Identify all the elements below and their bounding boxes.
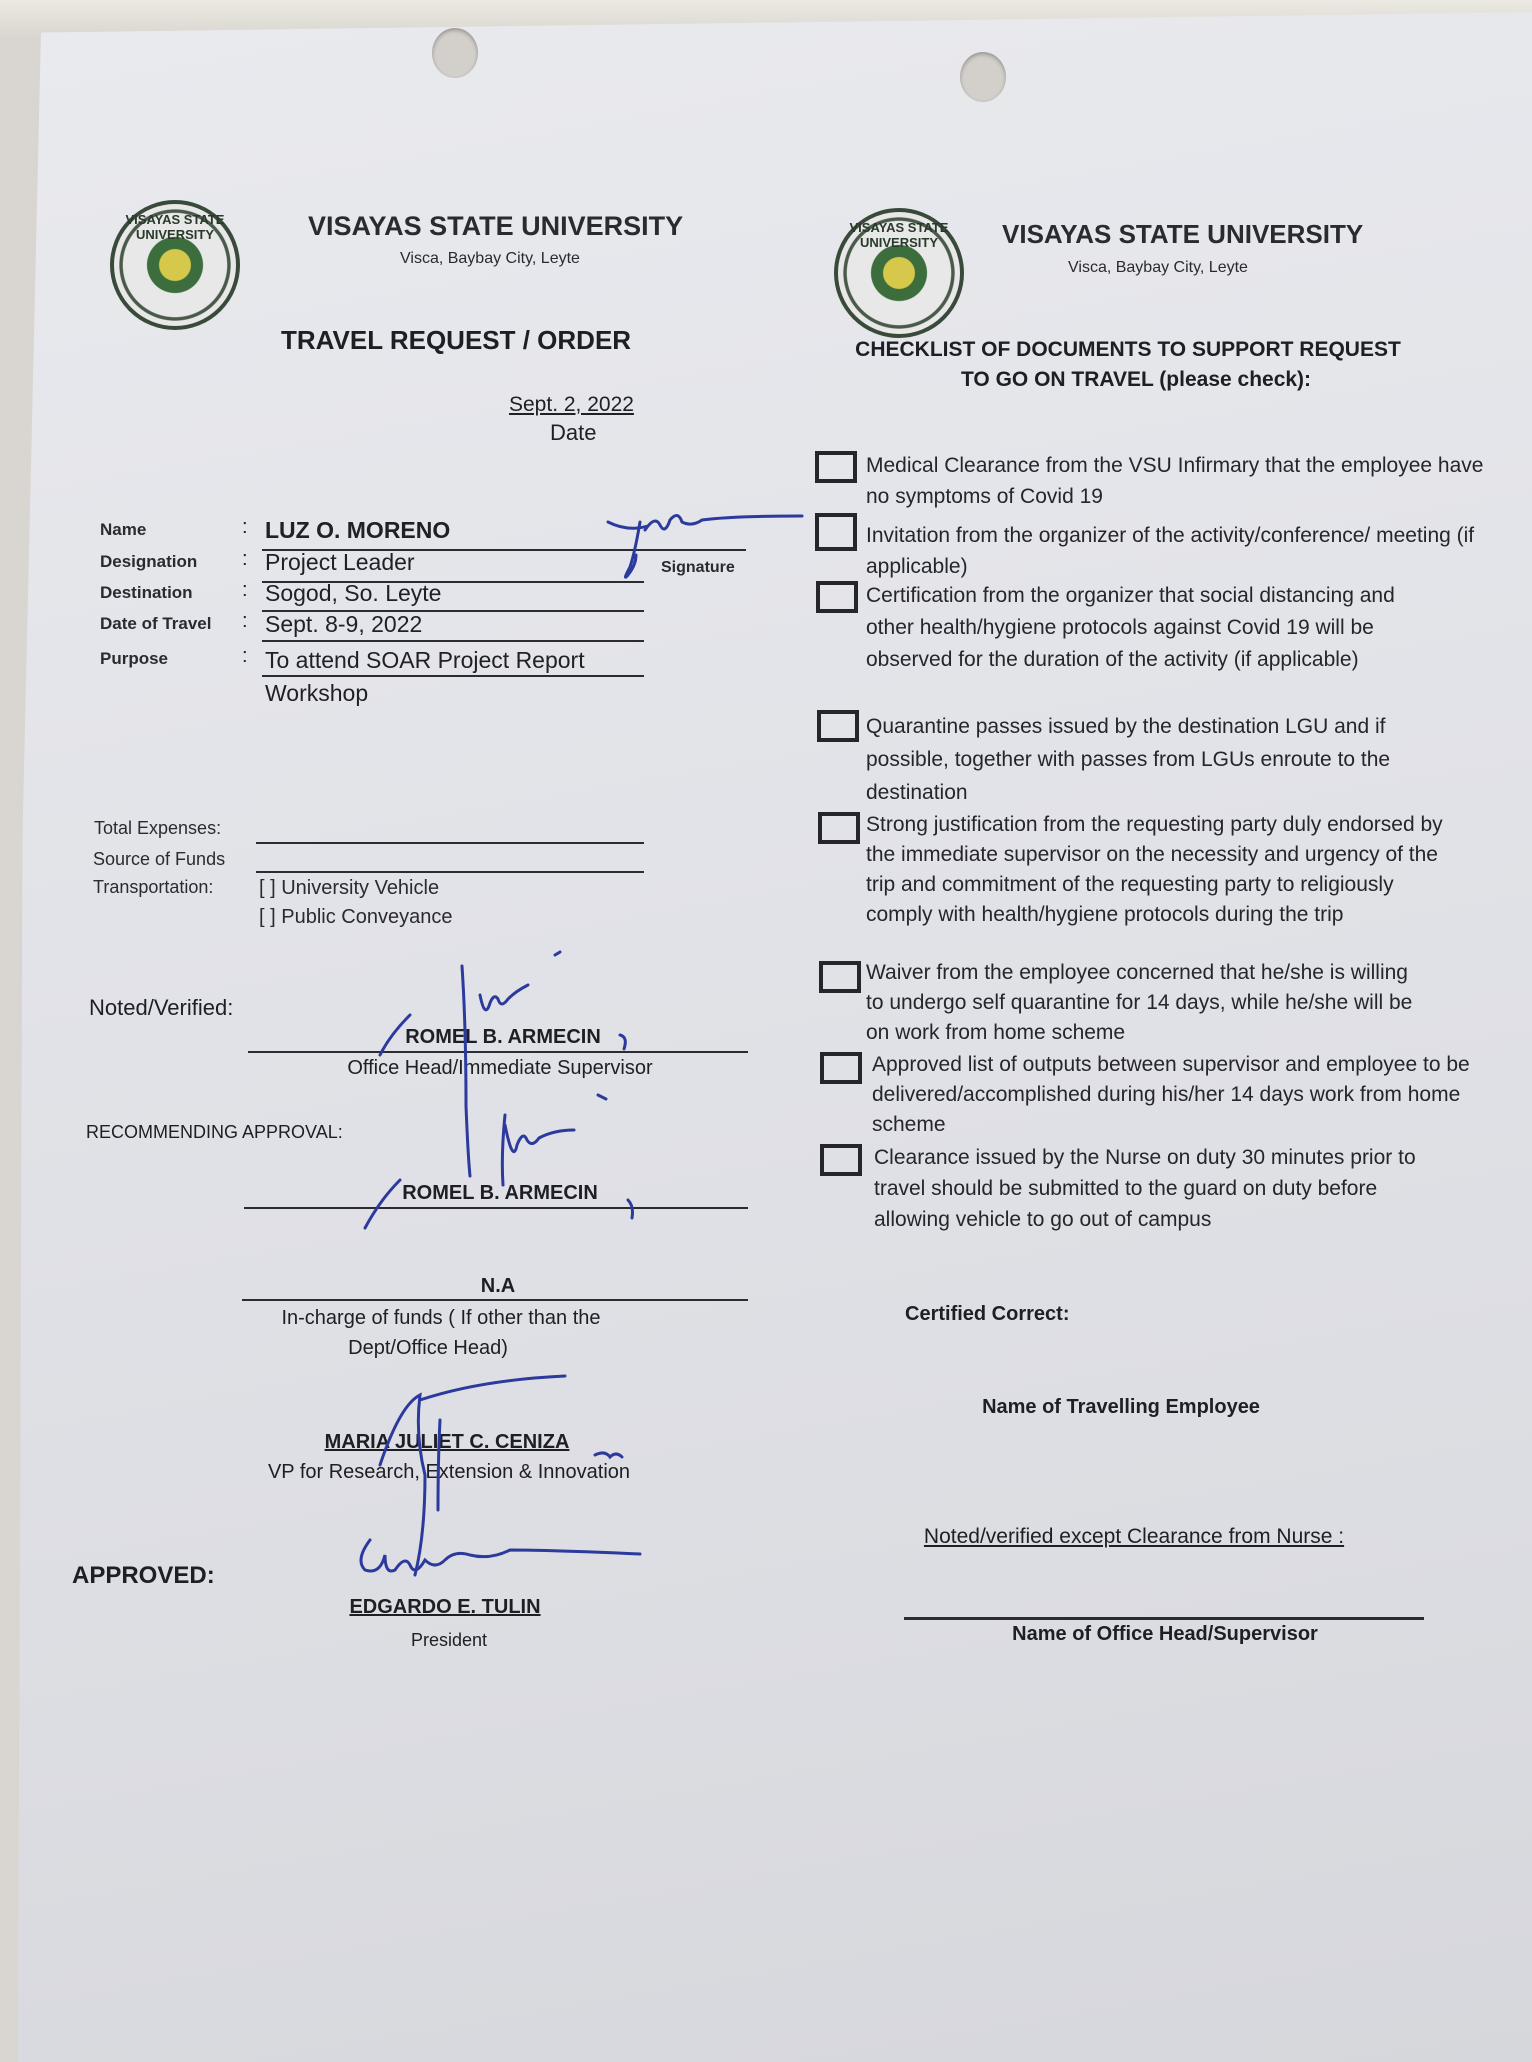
destination-value: Sogod, So. Leyte: [265, 580, 442, 606]
option-university-vehicle[interactable]: [ ] University Vehicle: [259, 877, 440, 899]
total-expenses-label: Total Expenses:: [94, 818, 222, 838]
form-title: TRAVEL REQUEST / ORDER: [281, 325, 632, 355]
noted-verified-label: Noted/Verified:: [89, 995, 234, 1020]
recommending-name: ROMEL B. ARMECIN: [402, 1182, 598, 1204]
signature-label: Signature: [661, 559, 735, 576]
checklist-title: CHECKLIST OF DOCUMENTS TO SUPPORT REQUEST: [855, 338, 1401, 361]
option-public-conveyance[interactable]: [ ] Public Conveyance: [259, 906, 453, 928]
transportation-label: Transportation:: [93, 877, 214, 897]
colon: :: [242, 548, 248, 570]
colon: :: [242, 579, 248, 601]
purpose-label: Purpose: [100, 649, 169, 668]
noted-name: ROMEL B. ARMECIN: [405, 1026, 601, 1048]
seal-text: VISAYAS STATE UNIVERSITY: [849, 220, 949, 250]
signature-armecin-2: [365, 1095, 633, 1228]
checklist-item: Strong justification from the requesting party duly endorsed by the immediate supervisor on the necessity and urgency of the trip and commitment of the requesting party to religiously comply with health/hygiene protocols during the trip: [866, 813, 1443, 926]
seal-text: VISAYAS STATE UNIVERSITY: [125, 212, 225, 242]
designation-value: Project Leader: [265, 549, 415, 575]
date-of-travel-label: Date of Travel: [100, 614, 212, 633]
vp-name: MARIA JULIET C. CENIZA: [324, 1431, 570, 1453]
president-name: EDGARDO E. TULIN: [349, 1596, 541, 1618]
colon: :: [242, 516, 248, 538]
checklist-item: Certification from the organizer that social distancing and other health/hygiene protocols against Covid 19 will be observed for the duration of the activity (if applicable): [866, 584, 1395, 671]
funds-incharge-role: In-charge of funds ( If other than the: [281, 1307, 601, 1329]
office-head-label: Name of Office Head/Supervisor: [1012, 1623, 1318, 1645]
president-role: President: [410, 1630, 488, 1650]
vp-role: VP for Research, Extension & Innovation: [267, 1461, 631, 1483]
noted-except-label: Noted/verified except Clearance from Nurse :: [923, 1525, 1345, 1548]
recommending-approval-label: RECOMMENDING APPROVAL:: [86, 1122, 343, 1142]
date-of-travel-value: Sept. 8-9, 2022: [265, 611, 423, 637]
request-date: Sept. 2, 2022: [509, 393, 634, 416]
colon: :: [242, 610, 248, 632]
checklist-item: Medical Clearance from the VSU Infirmary that the employee have no symptoms of Covid 19: [866, 454, 1484, 508]
checklist-item: Clearance issued by the Nurse on duty 30 minutes prior to travel should be submitted to the guard on duty before allowing vehicle to go out of campus: [874, 1146, 1416, 1231]
checklist-item: Invitation from the organizer of the activity/conference/ meeting (if applicable): [866, 524, 1475, 578]
name-value: LUZ O. MORENO: [265, 517, 451, 543]
certified-correct-label: Certified Correct:: [905, 1303, 1070, 1325]
source-of-funds-label: Source of Funds: [93, 849, 226, 869]
signature-tulin: [361, 1540, 640, 1571]
university-address-right: Visca, Baybay City, Leyte: [1068, 259, 1248, 276]
checklist-title-cont: TO GO ON TRAVEL (please check):: [960, 368, 1312, 391]
signature-ceniza: [380, 1376, 622, 1575]
noted-role: Office Head/Immediate Supervisor: [347, 1057, 653, 1079]
designation-label: Designation: [100, 552, 198, 571]
purpose-value: To attend SOAR Project Report: [265, 647, 585, 673]
checklist-item: Quarantine passes issued by the destination LGU and if possible, together with passes from LGUs enroute to the destination: [866, 715, 1391, 804]
travelling-employee-label: Name of Travelling Employee: [982, 1396, 1260, 1418]
university-address: Visca, Baybay City, Leyte: [400, 250, 580, 267]
signature-moreno: [608, 515, 802, 577]
university-name: VISAYAS STATE UNIVERSITY: [308, 211, 684, 241]
checklist-item: Approved list of outputs between supervisor and employee to be delivered/accomplished during his/her 14 days work from home scheme: [872, 1053, 1470, 1136]
destination-label: Destination: [100, 583, 193, 602]
purpose-value-cont: Workshop: [265, 680, 369, 706]
funds-incharge-role-cont: Dept/Office Head): [348, 1337, 508, 1359]
colon: :: [242, 645, 248, 667]
checklist-item: Waiver from the employee concerned that he/she is willing to undergo self quarantine for 14 days, while he/she will be on work from home scheme: [866, 961, 1413, 1044]
university-name-right: VISAYAS STATE UNIVERSITY: [1002, 219, 1364, 249]
date-label: Date: [550, 420, 597, 445]
approved-label: APPROVED:: [72, 1562, 215, 1589]
funds-incharge-name: N.A: [480, 1275, 516, 1297]
name-label: Name: [100, 520, 147, 539]
